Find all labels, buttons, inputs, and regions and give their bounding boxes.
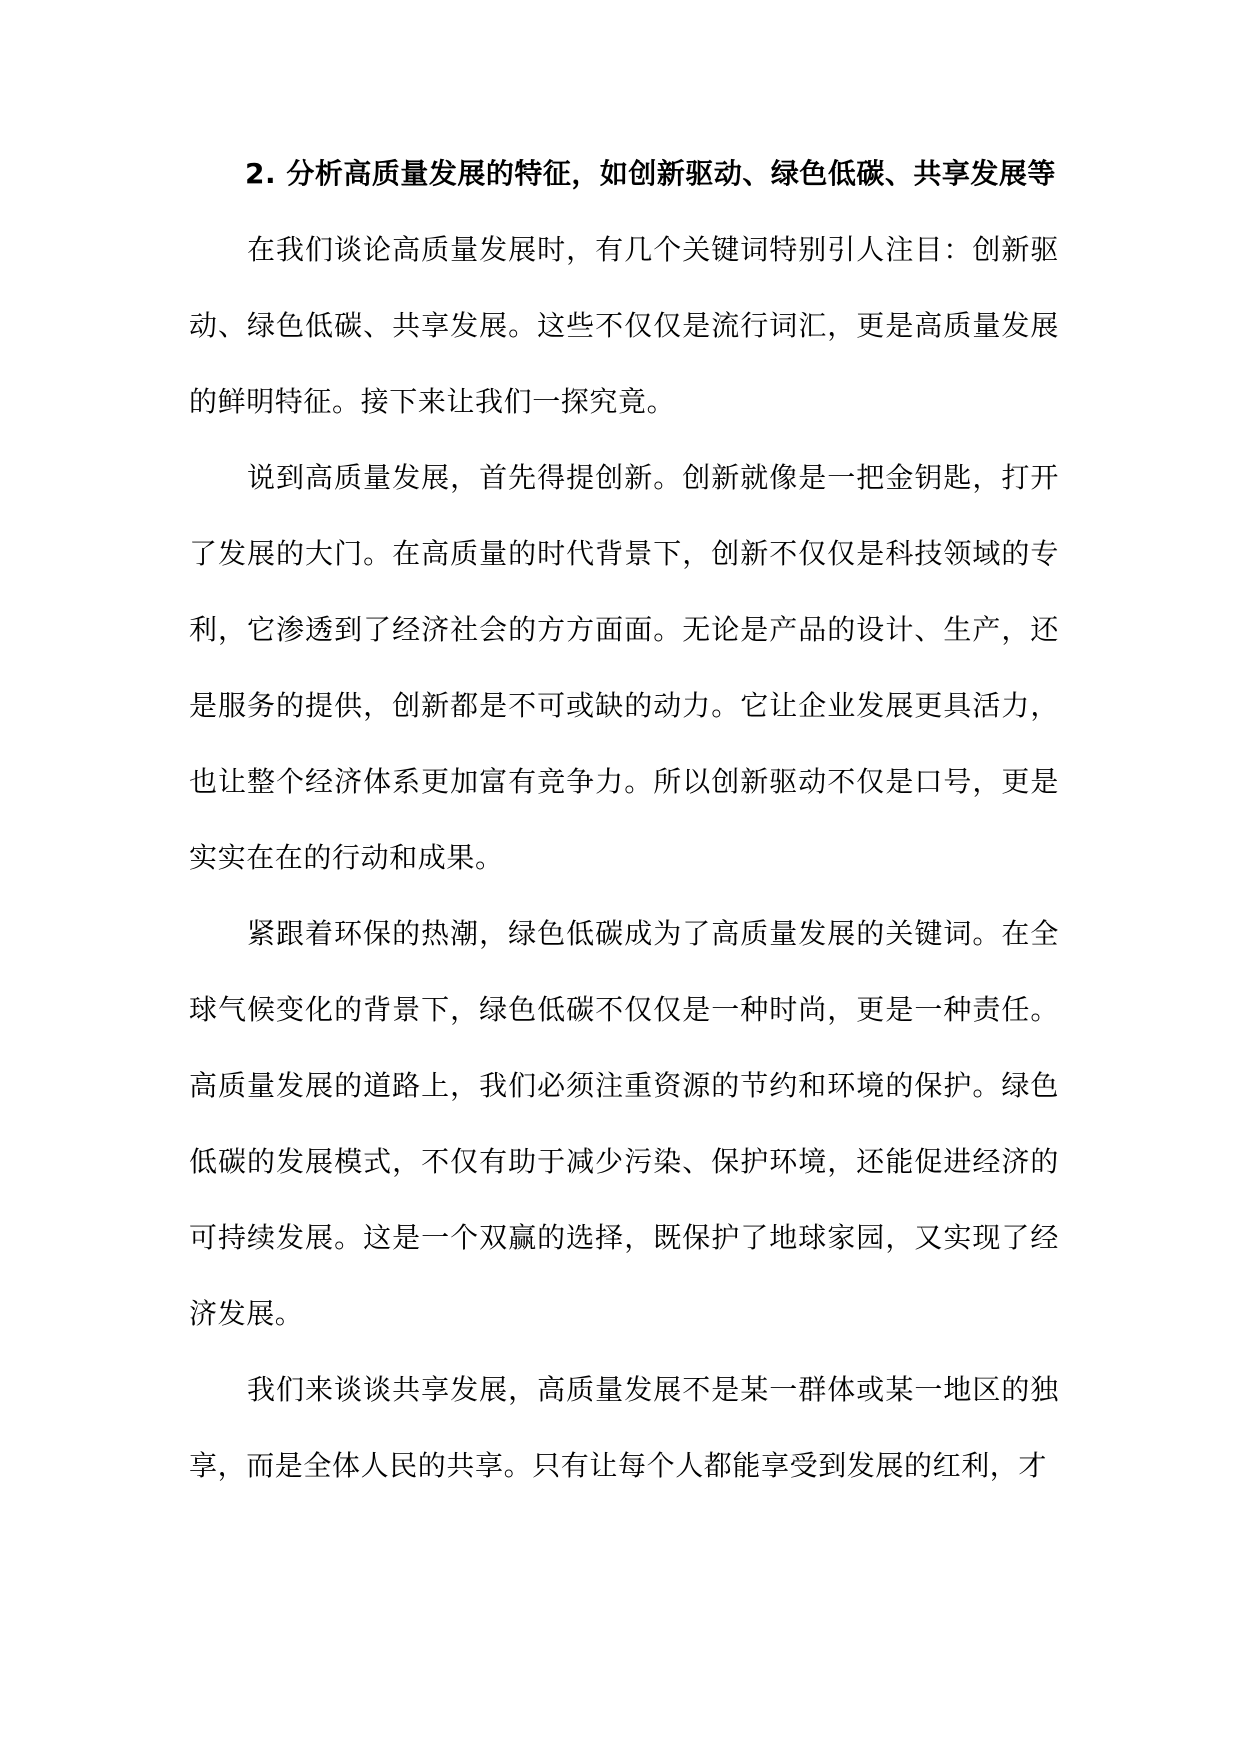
paragraph-intro: 在我们谈论高质量发展时，有几个关键词特别引人注目：创新驱动、绿色低碳、共享发展。这些不仅仅是流行词汇，更是高质量发展的鲜明特征。接下来让我们一探究竟。	[189, 233, 1059, 418]
paragraph-shared-development: 我们来谈谈共享发展，高质量发展不是某一群体或某一地区的独享，而是全体人民的共享。只有让每个人都能享受到发展的红利，才	[189, 1373, 1059, 1482]
section-heading: 2. 分析高质量发展的特征，如创新驱动、绿色低碳、共享发展等	[245, 157, 1056, 190]
paragraph-green-low-carbon: 紧跟着环保的热潮，绿色低碳成为了高质量发展的关键词。在全球气候变化的背景下，绿色低碳不仅仅是一种时尚，更是一种责任。高质量发展的道路上，我们必须注重资源的节约和环境的保护。绿色低碳的发展模式，不仅有助于减少污染、保护环境，还能促进经济的可持续发展。这是一个双赢的选择，既保护了地球家园，又实现了经济发展。	[189, 917, 1059, 1330]
document-content	[189, 136, 1059, 1504]
paragraph-innovation: 说到高质量发展，首先得提创新。创新就像是一把金钥匙，打开了发展的大门。在高质量的时代背景下，创新不仅仅是科技领域的专利，它渗透到了经济社会的方方面面。无论是产品的设计、生产，还是服务的提供，创新都是不可或缺的动力。它让企业发展更具活力，也让整个经济体系更加富有竞争力。所以创新驱动不仅是口号，更是实实在在的行动和成果。	[189, 461, 1059, 874]
